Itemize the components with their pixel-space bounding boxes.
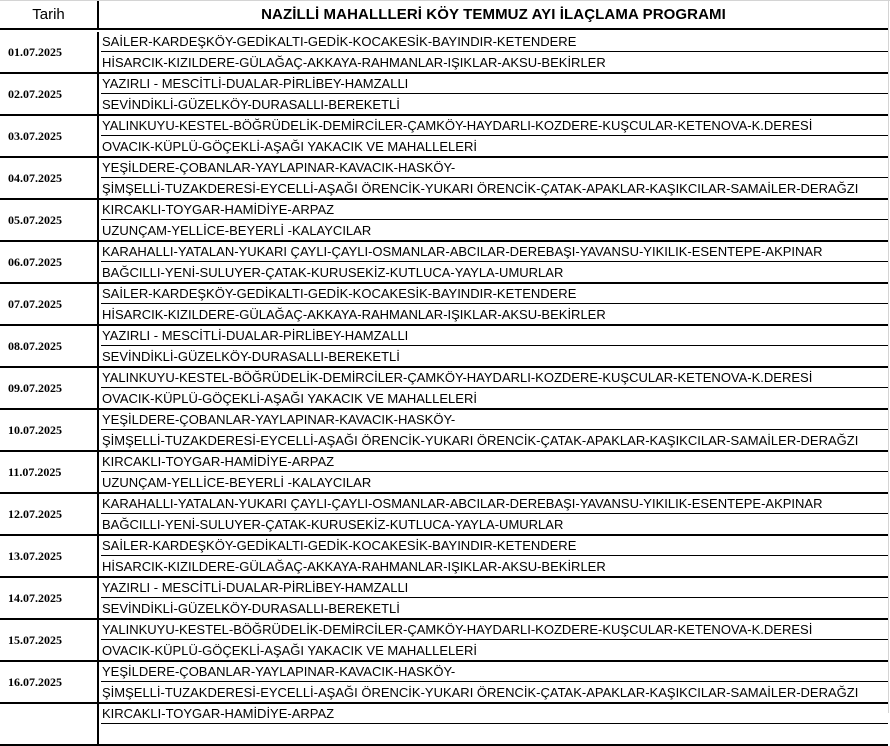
date-cell[interactable]: 02.07.2025 (0, 74, 99, 114)
schedule-row (0, 158, 888, 200)
villages-line-1[interactable]: KIRCAKLI-TOYGAR-HAMİDİYE-ARPAZ (101, 704, 888, 724)
date-cell[interactable]: 15.07.2025 (0, 620, 99, 660)
date-cell[interactable]: 12.07.2025 (0, 494, 99, 534)
villages-line-1[interactable]: KARAHALLI-YATALAN-YUKARI ÇAYLI-ÇAYLI-OSMANLAR-ABCILAR-DEREBAŞI-YAVANSU-YIKILIK-ESENTEPE-AKPINAR (101, 242, 888, 262)
villages-line-2[interactable]: SEVİNDİKLİ-GÜZELKÖY-DURASALLI-BEREKETLİ (102, 97, 400, 112)
villages-line-1[interactable]: KIRCAKLI-TOYGAR-HAMİDİYE-ARPAZ (101, 200, 888, 220)
villages-line-1[interactable]: YALINKUYU-KESTEL-BÖĞRÜDELİK-DEMİRCİLER-ÇAMKÖY-HAYDARLI-KOZDERE-KUŞCULAR-KETENOVA-K.DERESİ (101, 620, 888, 640)
date-cell[interactable] (0, 704, 99, 744)
villages-line-1[interactable]: YAZIRLI - MESCİTLİ-DUALAR-PİRLİBEY-HAMZALLI (101, 326, 888, 346)
villages-line-2[interactable]: SEVİNDİKLİ-GÜZELKÖY-DURASALLI-BEREKETLİ (102, 601, 400, 616)
villages-line-2[interactable]: OVACIK-KÜPLÜ-GÖÇEKLİ-AŞAĞI YAKACIK VE MAHALLELERİ (102, 643, 477, 658)
schedule-row (0, 284, 888, 326)
schedule-row (0, 494, 888, 536)
schedule-row (0, 74, 888, 116)
villages-line-1[interactable]: SAİLER-KARDEŞKÖY-GEDİKALTI-GEDİK-KOCAKESİK-BAYINDIR-KETENDERE (101, 284, 888, 304)
villages-line-2[interactable]: HİSARCIK-KIZILDERE-GÜLAĞAÇ-AKKAYA-RAHMANLAR-IŞIKLAR-AKSU-BEKİRLER (102, 559, 606, 574)
schedule-row (0, 620, 888, 662)
villages-line-1[interactable]: SAİLER-KARDEŞKÖY-GEDİKALTI-GEDİK-KOCAKESİK-BAYINDIR-KETENDERE (101, 536, 888, 556)
schedule-row (0, 578, 888, 620)
villages-line-1[interactable]: YAZIRLI - MESCİTLİ-DUALAR-PİRLİBEY-HAMZALLI (101, 74, 888, 94)
schedule-row (0, 326, 888, 368)
schedule-row (0, 704, 888, 746)
schedule-rows (0, 32, 888, 746)
schedule-row (0, 368, 888, 410)
date-cell[interactable]: 09.07.2025 (0, 368, 99, 408)
villages-line-2[interactable]: ŞİMŞELLİ-TUZAKDERESİ-EYCELLİ-AŞAĞI ÖRENCİK-YUKARI ÖRENCİK-ÇATAK-APAKLAR-KAŞIKCILAR-SAMAİLER-DERAĞZI (102, 181, 859, 196)
date-cell[interactable]: 10.07.2025 (0, 410, 99, 450)
schedule-row (0, 452, 888, 494)
villages-line-2[interactable]: OVACIK-KÜPLÜ-GÖÇEKLİ-AŞAĞI YAKACIK VE MAHALLELERİ (102, 139, 477, 154)
villages-line-1[interactable]: SAİLER-KARDEŞKÖY-GEDİKALTI-GEDİK-KOCAKESİK-BAYINDIR-KETENDERE (101, 32, 888, 52)
date-column-header[interactable]: Tarih (0, 1, 99, 30)
villages-line-1[interactable]: YALINKUYU-KESTEL-BÖĞRÜDELİK-DEMİRCİLER-ÇAMKÖY-HAYDARLI-KOZDERE-KUŞCULAR-KETENOVA-K.DERESİ (101, 368, 888, 388)
schedule-row (0, 536, 888, 578)
date-cell[interactable]: 08.07.2025 (0, 326, 99, 366)
schedule-row (0, 410, 888, 452)
villages-line-2[interactable]: HİSARCIK-KIZILDERE-GÜLAĞAÇ-AKKAYA-RAHMANLAR-IŞIKLAR-AKSU-BEKİRLER (102, 307, 606, 322)
villages-line-1[interactable]: KARAHALLI-YATALAN-YUKARI ÇAYLI-ÇAYLI-OSMANLAR-ABCILAR-DEREBAŞI-YAVANSU-YIKILIK-ESENTEPE-AKPINAR (101, 494, 888, 514)
schedule-row (0, 32, 888, 74)
date-cell[interactable]: 13.07.2025 (0, 536, 99, 576)
date-cell[interactable]: 05.07.2025 (0, 200, 99, 240)
schedule-row (0, 116, 888, 158)
villages-line-2[interactable]: OVACIK-KÜPLÜ-GÖÇEKLİ-AŞAĞI YAKACIK VE MAHALLELERİ (102, 391, 477, 406)
villages-line-2[interactable]: BAĞCILLI-YENİ-SULUYER-ÇATAK-KURUSEKİZ-KUTLUCA-YAYLA-UMURLAR (102, 517, 564, 532)
villages-line-2[interactable]: HİSARCIK-KIZILDERE-GÜLAĞAÇ-AKKAYA-RAHMANLAR-IŞIKLAR-AKSU-BEKİRLER (102, 55, 606, 70)
schedule-row (0, 242, 888, 284)
date-cell[interactable]: 01.07.2025 (0, 32, 99, 72)
program-title-header[interactable]: NAZİLLİ MAHALLLERİ KÖY TEMMUZ AYI İLAÇLAMA PROGRAMI (99, 1, 888, 30)
schedule-row (0, 200, 888, 242)
villages-line-1[interactable]: YAZIRLI - MESCİTLİ-DUALAR-PİRLİBEY-HAMZALLI (101, 578, 888, 598)
date-cell[interactable]: 04.07.2025 (0, 158, 99, 198)
villages-line-1[interactable]: YEŞİLDERE-ÇOBANLAR-YAYLAPINAR-KAVACIK-HASKÖY- (101, 410, 888, 430)
schedule-row (0, 662, 888, 704)
villages-line-1[interactable]: YEŞİLDERE-ÇOBANLAR-YAYLAPINAR-KAVACIK-HASKÖY- (101, 662, 888, 682)
date-cell[interactable]: 06.07.2025 (0, 242, 99, 282)
date-cell[interactable]: 16.07.2025 (0, 662, 99, 702)
villages-line-1[interactable]: YALINKUYU-KESTEL-BÖĞRÜDELİK-DEMİRCİLER-ÇAMKÖY-HAYDARLI-KOZDERE-KUŞCULAR-KETENOVA-K.DERESİ (101, 116, 888, 136)
villages-line-2[interactable]: ŞİMŞELLİ-TUZAKDERESİ-EYCELLİ-AŞAĞI ÖRENCİK-YUKARI ÖRENCİK-ÇATAK-APAKLAR-KAŞIKCILAR-SAMAİLER-DERAĞZI (102, 685, 859, 700)
date-cell[interactable]: 14.07.2025 (0, 578, 99, 618)
villages-line-2[interactable]: ŞİMŞELLİ-TUZAKDERESİ-EYCELLİ-AŞAĞI ÖRENCİK-YUKARI ÖRENCİK-ÇATAK-APAKLAR-KAŞIKCILAR-SAMAİLER-DERAĞZI (102, 433, 859, 448)
villages-line-1[interactable]: YEŞİLDERE-ÇOBANLAR-YAYLAPINAR-KAVACIK-HASKÖY- (101, 158, 888, 178)
villages-line-2[interactable]: UZUNÇAM-YELLİCE-BEYERLİ -KALAYCILAR (102, 475, 372, 490)
date-cell[interactable]: 07.07.2025 (0, 284, 99, 324)
villages-line-2[interactable]: UZUNÇAM-YELLİCE-BEYERLİ -KALAYCILAR (102, 223, 372, 238)
date-cell[interactable]: 03.07.2025 (0, 116, 99, 156)
villages-line-2[interactable]: BAĞCILLI-YENİ-SULUYER-ÇATAK-KURUSEKİZ-KUTLUCA-YAYLA-UMURLAR (102, 265, 564, 280)
date-cell[interactable]: 11.07.2025 (0, 452, 99, 492)
villages-line-2[interactable] (101, 725, 888, 744)
villages-line-1[interactable]: KIRCAKLI-TOYGAR-HAMİDİYE-ARPAZ (101, 452, 888, 472)
villages-line-2[interactable]: SEVİNDİKLİ-GÜZELKÖY-DURASALLI-BEREKETLİ (102, 349, 400, 364)
